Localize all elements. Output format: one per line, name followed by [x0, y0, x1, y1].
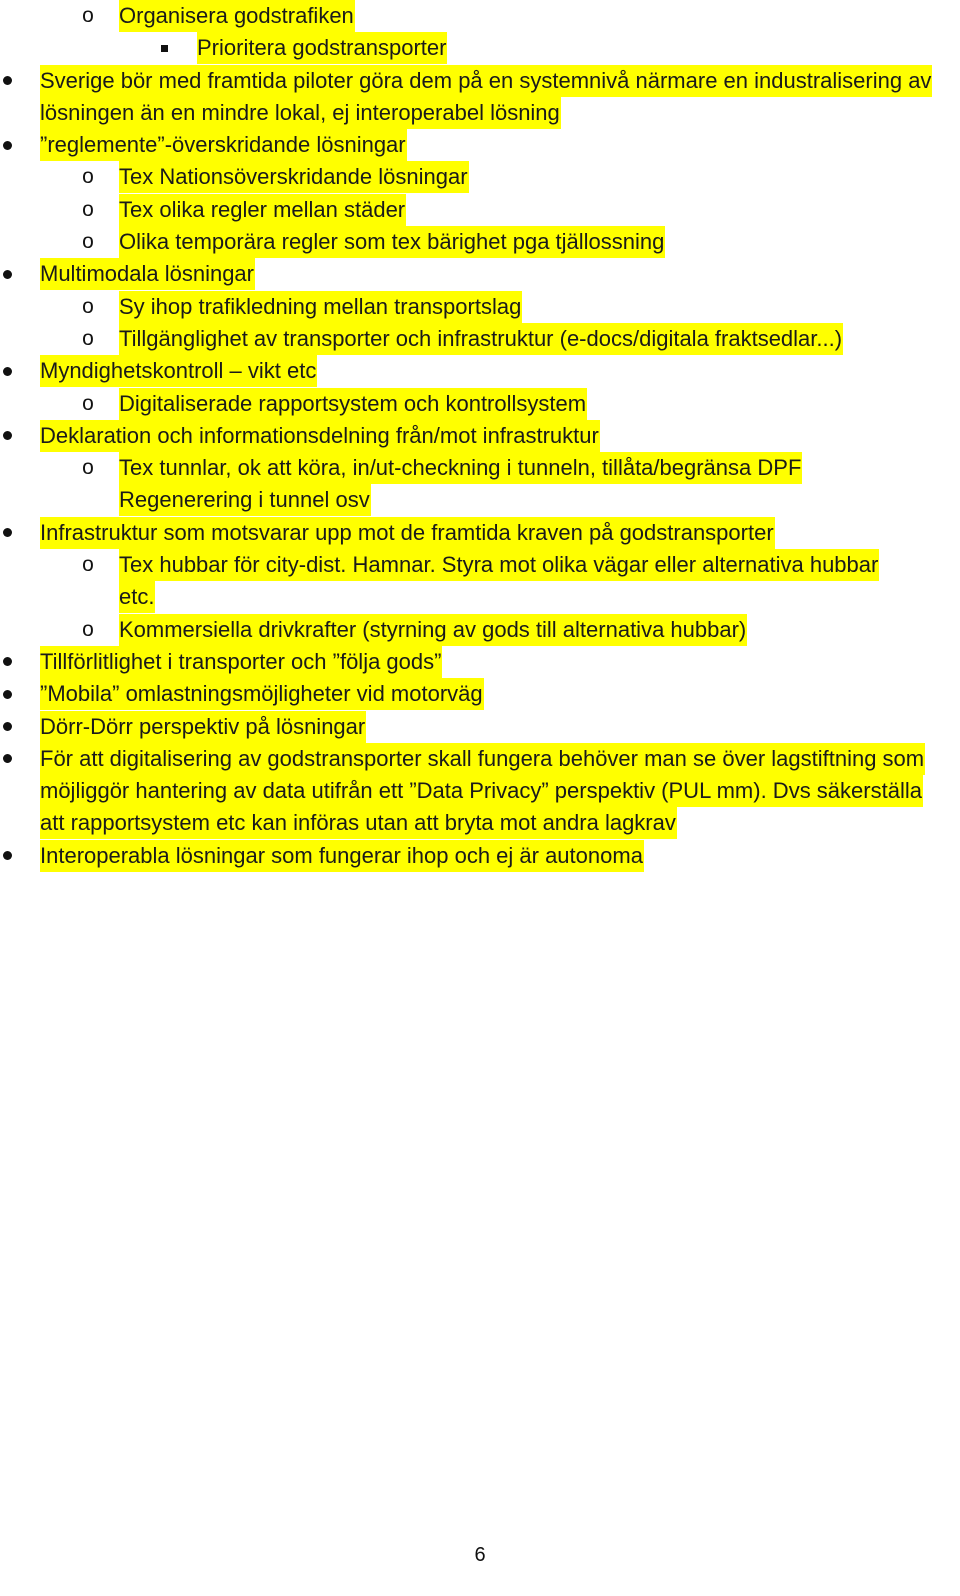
list-item-text: Olika temporära regler som tex bärighet pga tjällossning [119, 226, 665, 258]
bullet-dot-icon [0, 65, 14, 97]
bullet-circle-icon: o [82, 294, 94, 318]
list-item [0, 420, 960, 452]
list-item [0, 646, 960, 678]
bullet-dot-icon [0, 711, 14, 743]
list-item [0, 0, 960, 32]
list-item-text: Kommersiella drivkrafter (styrning av gods till alternativa hubbar) [119, 614, 747, 646]
list-item [0, 65, 960, 130]
list-item [0, 32, 960, 64]
list-item [0, 840, 960, 872]
bullet-circle-icon: o [82, 230, 94, 254]
list-item-text: Tillförlitlighet i transporter och ”följa gods” [40, 646, 442, 678]
page-number: 6 [474, 1544, 486, 1566]
bullet-dot-icon [0, 743, 14, 775]
list-item-text: Infrastruktur som motsvarar upp mot de framtida kraven på godstransporter [40, 517, 775, 549]
bullet-dot-icon [0, 646, 14, 678]
list-item [0, 226, 960, 258]
list-item [0, 711, 960, 743]
list-item [0, 161, 960, 193]
bullet-circle-icon: o [82, 4, 94, 27]
list-item-text: Tex olika regler mellan städer [119, 194, 406, 226]
list-item [0, 355, 960, 387]
bullet-dot-icon [0, 840, 14, 872]
list-item-text: Myndighetskontroll – vikt etc [40, 355, 317, 387]
list-item [0, 258, 960, 290]
list-item-text: Dörr-Dörr perspektiv på lösningar [40, 711, 366, 743]
list-item-text: Organisera godstrafiken [119, 0, 355, 32]
bullet-dot-icon [0, 129, 14, 161]
bullet-circle-icon: o [82, 197, 94, 221]
list-item-text: Prioritera godstransporter [197, 32, 447, 64]
list-item-text: ”Mobila” omlastningsmöjligheter vid motorväg [40, 678, 484, 710]
bullet-circle-icon: o [82, 391, 94, 415]
list-item [0, 614, 960, 646]
list-item-text: För att digitalisering av godstransporter skall fungera behöver man se över lagstiftning som möjliggör hantering av data utifrån ett ”Data Privacy” perspektiv (PUL mm). Dvs säkerställa att rapportsystem etc kan införas utan att bryta mot andra lagkrav [40, 743, 925, 840]
list-item-text: Interoperabla lösningar som fungerar ihop och ej är autonoma [40, 840, 644, 872]
list-item-text: Tillgänglighet av transporter och infrastruktur (e-docs/digitala fraktsedlar...) [119, 323, 843, 355]
bullet-dot-icon [0, 517, 14, 549]
bullet-dot-icon [0, 420, 14, 452]
bullet-dot-icon [0, 258, 14, 290]
list-item [0, 388, 960, 420]
bullet-circle-icon: o [82, 165, 94, 189]
bullet-circle-icon: o [82, 456, 94, 480]
list-item-text: Sverige bör med framtida piloter göra dem på en systemnivå närmare en industralisering av lösningen än en mindre lokal, ej interoperabel lösning [40, 65, 932, 129]
bullet-dot-icon [0, 355, 14, 387]
list-item-text: Tex tunnlar, ok att köra, in/ut-checkning i tunneln, tillåta/begränsa DPF Regenerering i tunnel osv [119, 452, 802, 516]
list-item [0, 517, 960, 549]
bullet-dot-icon [0, 678, 14, 710]
list-item [0, 549, 960, 614]
list-item [0, 743, 960, 840]
list-item [0, 452, 960, 517]
bullet-circle-icon: o [82, 617, 94, 641]
list-item-text: ”reglemente”-överskridande lösningar [40, 129, 407, 161]
bullet-square-icon [158, 32, 170, 64]
list-item [0, 678, 960, 710]
list-item-text: Sy ihop trafikledning mellan transportslag [119, 291, 522, 323]
list-item-text: Tex hubbar för city-dist. Hamnar. Styra mot olika vägar eller alternativa hubbar etc. [119, 549, 879, 613]
bullet-circle-icon: o [82, 553, 94, 577]
list-item-text: Digitaliserade rapportsystem och kontrollsystem [119, 388, 587, 420]
list-item [0, 291, 960, 323]
list-item-text: Tex Nationsöverskridande lösningar [119, 161, 469, 193]
list-item-text: Multimodala lösningar [40, 258, 255, 290]
list-item [0, 194, 960, 226]
bullet-circle-icon: o [82, 326, 94, 350]
list-item [0, 323, 960, 355]
list-item-text: Deklaration och informationsdelning från/mot infrastruktur [40, 420, 600, 452]
list-item [0, 129, 960, 161]
